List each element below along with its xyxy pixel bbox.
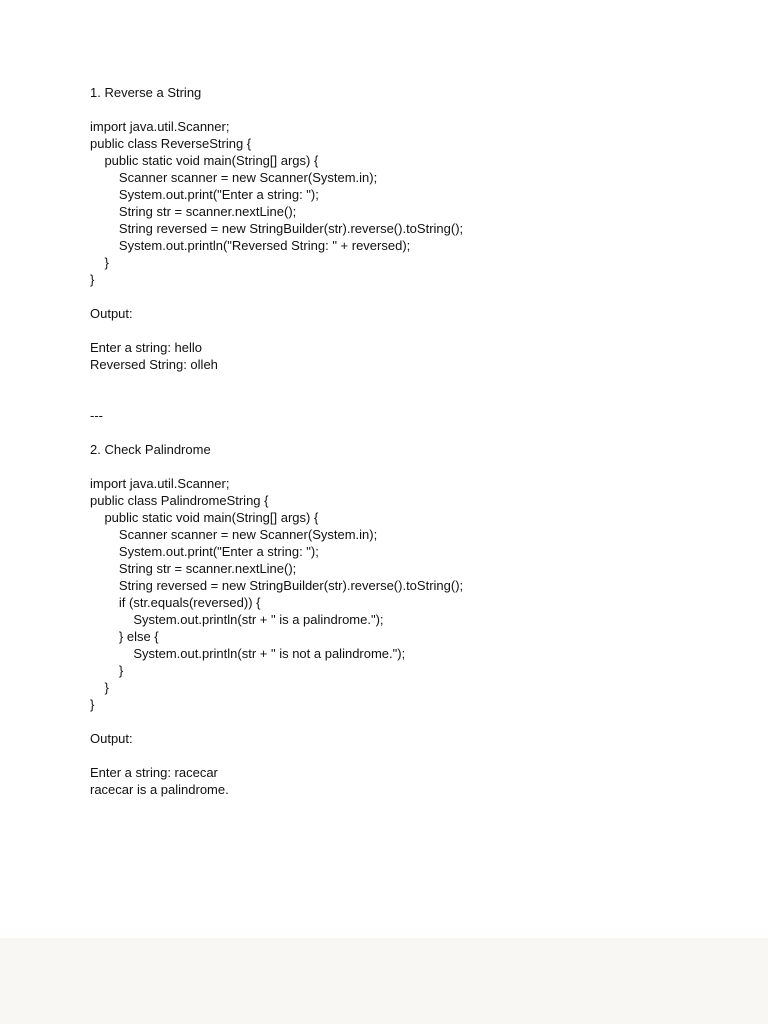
code-line: public class ReverseString { xyxy=(90,136,252,151)
output-block-check-palindrome xyxy=(90,764,730,798)
output-line: Reversed String: olleh xyxy=(90,357,218,372)
code-line: } xyxy=(90,255,109,270)
code-line: System.out.println("Reversed String: " + reversed); xyxy=(90,238,411,253)
code-line: System.out.println(str + " is not a palindrome."); xyxy=(90,646,406,661)
code-line: } xyxy=(90,697,95,712)
code-line: } else { xyxy=(90,629,159,644)
page-footer-margin xyxy=(0,938,768,1024)
output-block-reverse-string xyxy=(90,339,730,373)
code-line: Scanner scanner = new Scanner(System.in); xyxy=(90,527,378,542)
code-line: public class PalindromeString { xyxy=(90,493,269,508)
code-line: } xyxy=(90,663,124,678)
code-line: System.out.print("Enter a string: "); xyxy=(90,544,319,559)
code-line: if (str.equals(reversed)) { xyxy=(90,595,261,610)
output-line: racecar is a palindrome. xyxy=(90,782,229,797)
section-heading-check-palindrome: 2. Check Palindrome xyxy=(90,442,211,457)
code-line: String reversed = new StringBuilder(str).reverse().toString(); xyxy=(90,221,464,236)
code-line: System.out.println(str + " is a palindrome."); xyxy=(90,612,384,627)
code-line: import java.util.Scanner; xyxy=(90,476,230,491)
output-label: Output: xyxy=(90,731,133,746)
code-line: String str = scanner.nextLine(); xyxy=(90,204,297,219)
code-line: public static void main(String[] args) { xyxy=(90,153,319,168)
code-line: } xyxy=(90,272,95,287)
code-line: String str = scanner.nextLine(); xyxy=(90,561,297,576)
code-line: System.out.print("Enter a string: "); xyxy=(90,187,319,202)
code-block-reverse-string xyxy=(90,118,730,288)
output-line: Enter a string: racecar xyxy=(90,765,218,780)
code-line: String reversed = new StringBuilder(str).reverse().toString(); xyxy=(90,578,464,593)
code-line: Scanner scanner = new Scanner(System.in); xyxy=(90,170,378,185)
code-line: } xyxy=(90,680,109,695)
output-line: Enter a string: hello xyxy=(90,340,203,355)
code-line: import java.util.Scanner; xyxy=(90,119,230,134)
code-line: public static void main(String[] args) { xyxy=(90,510,319,525)
output-label: Output: xyxy=(90,306,133,321)
document-content xyxy=(90,84,730,798)
section-heading-reverse-string: 1. Reverse a String xyxy=(90,85,202,100)
code-block-check-palindrome xyxy=(90,475,730,713)
section-separator: --- xyxy=(90,408,103,423)
